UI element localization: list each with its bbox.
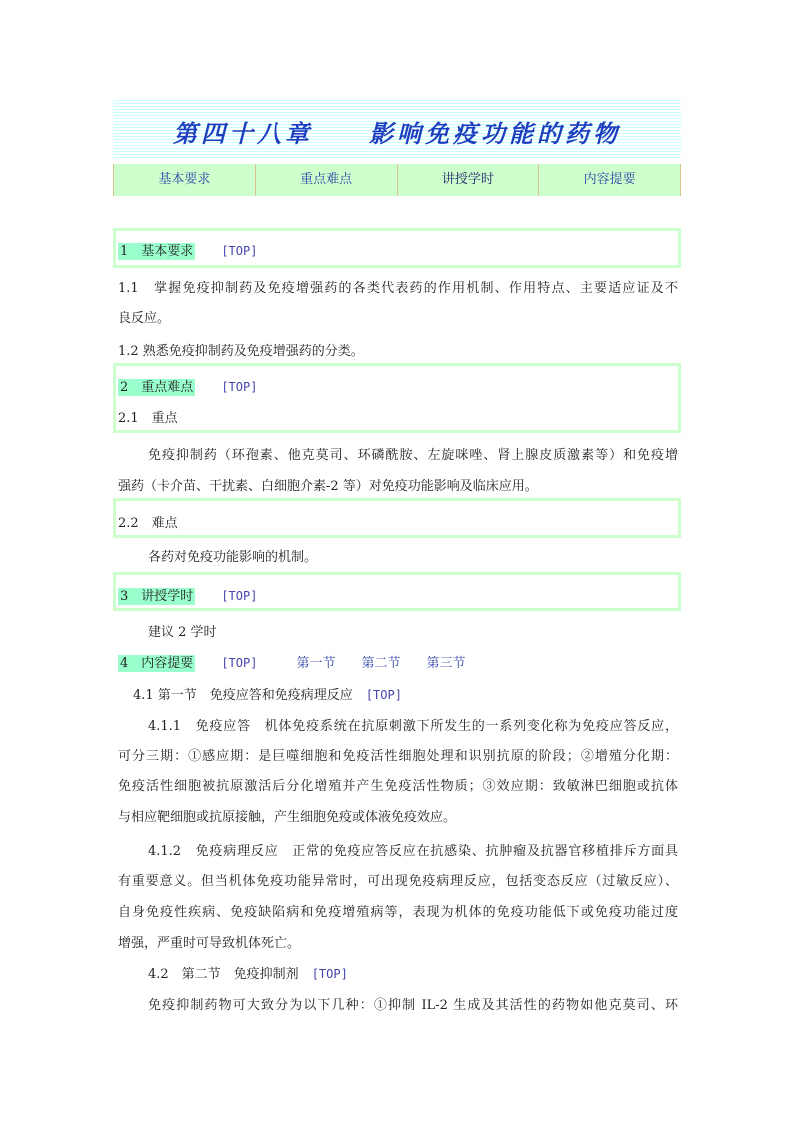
chapter-banner: [113, 98, 681, 160]
para-4-1-1-line: 可分三期：①感应期：是巨噬细胞和免疫活性细胞处理和识别抗原的阶段；②增殖分化期：: [118, 749, 678, 764]
nav-teaching-hours[interactable]: 讲授学时: [397, 164, 539, 196]
sub-2-2: 2.2 难点: [118, 516, 178, 531]
heading-4-2: [148, 963, 708, 982]
para-4-1-1-line: 4.1.1 免疫应答 机体免疫系统在抗原刺激下所发生的一系列变化称为免疫应答反应，: [148, 719, 678, 734]
section-title: 基本要求: [141, 244, 194, 259]
para-4-1-1-line: 免疫活性细胞被抗原激活后分化增殖并产生免疫活性物质；③效应期：致敏淋巴细胞或抗体: [118, 779, 678, 794]
item-1-2: 1.2 熟悉免疫抑制药及免疫增强药的分类。: [118, 344, 364, 359]
para-4-1-1-line: 与相应靶细胞或抗原接触，产生细胞免疫或体液免疫效应。: [118, 810, 457, 825]
nav-content-summary[interactable]: 内容提要: [538, 164, 681, 196]
sub-2-1: 2.1 重点: [118, 411, 178, 426]
para-4-1-2-line: 自身免疫性疾病、免疫缺陷病和免疫增殖病等，表现为机体的免疫功能低下或免疫功能过度: [118, 905, 678, 920]
top-link[interactable]: [TOP]: [221, 656, 258, 670]
top-link[interactable]: [TOP]: [365, 688, 402, 702]
section-4-heading: [118, 652, 678, 671]
heading-4-1: [133, 684, 693, 703]
section-2-heading: [118, 376, 678, 395]
para-3: 建议 2 学时: [148, 625, 217, 640]
para-2-1-line1: 免疫抑制药（环孢素、他克莫司、环磷酰胺、左旋咪唑、肾上腺皮质激素等）和免疫增: [148, 448, 678, 463]
item-1-1: 1.1 掌握免疫抑制药及免疫增强药的各类代表药的作用机制、作用特点、主要适应证及不: [118, 281, 678, 296]
item-1-1-cont: 良反应。: [118, 311, 171, 326]
para-2-1-line2: 强药（卡介苗、干扰素、白细胞介素-2 等）对免疫功能影响及临床应用。: [118, 479, 538, 494]
section-3-heading: [118, 585, 678, 604]
top-link[interactable]: [TOP]: [221, 244, 258, 258]
heading-text: 4.2 第二节 免疫抑制剂: [148, 967, 299, 982]
link-section-3[interactable]: 第三节: [426, 656, 466, 671]
nav-basic-requirements[interactable]: 基本要求: [113, 164, 255, 196]
para-4-2-line: 免疫抑制药物可大致分为以下几种：①抑制 IL-2 生成及其活性的药物如他克莫司、环: [148, 998, 678, 1013]
link-section-1[interactable]: 第一节: [296, 656, 336, 671]
section-title: 内容提要: [141, 656, 194, 671]
section-title: 重点难点: [141, 380, 194, 395]
para-4-1-2-line: 有重要意义。但当机体免疫功能异常时，可出现免疫病理反应，包括变态反应（过敏反应）、: [118, 874, 678, 889]
heading-text: 4.1 第一节 免疫应答和免疫病理反应: [133, 688, 353, 703]
section-num: 2: [120, 380, 129, 395]
para-4-1-2-line: 4.1.2 免疫病理反应 正常的免疫应答反应在抗感染、抗肿瘤及抗器官移植排斥方面具: [148, 844, 678, 859]
section-num: 3: [120, 589, 129, 604]
section-title: 讲授学时: [141, 589, 194, 604]
para-2-2: 各药对免疫功能影响的机制。: [148, 550, 318, 565]
chapter-title: 第四十八章 影响免疫功能的药物: [173, 119, 621, 148]
section-num: 4: [120, 656, 129, 671]
link-section-2[interactable]: 第二节: [361, 656, 401, 671]
section-num: 1: [120, 244, 129, 259]
para-4-1-2-line: 增强，严重时可导致机体死亡。: [118, 936, 301, 951]
nav-bar: [113, 164, 681, 196]
top-link[interactable]: [TOP]: [311, 967, 348, 981]
nav-key-points[interactable]: 重点难点: [255, 164, 397, 196]
section-1-heading: [118, 240, 678, 259]
top-link[interactable]: [TOP]: [221, 380, 258, 394]
top-link[interactable]: [TOP]: [221, 589, 258, 603]
